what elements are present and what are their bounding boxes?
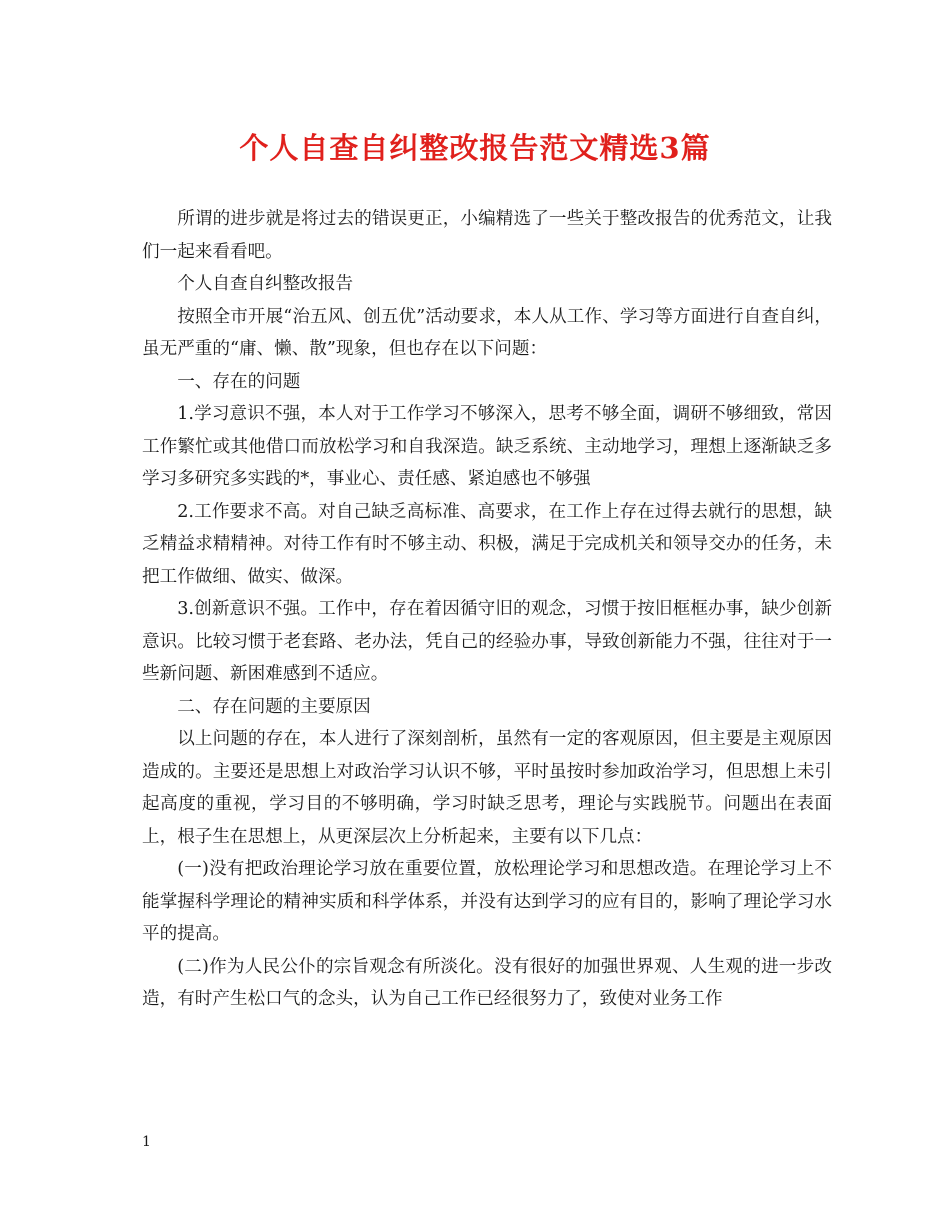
paragraph: (一)没有把政治理论学习放在重要位置，放松理论学习和思想改造。在理论学习上不能掌握科学理论的精神实质和科学体系，并没有达到学习的应有目的，影响了理论学习水平的提高。 (142, 859, 832, 944)
paragraph: 1.学习意识不强，本人对于工作学习不够深入，思考不够全面，调研不够细致，常因工作繁忙或其他借口而放松学习和自我深造。缺乏系统、主动地学习，理想上逐渐缺乏多学习多研究多实践的*，事业心、责任感、紧迫感也不够强 (142, 404, 832, 489)
document-body (142, 203, 832, 1016)
paragraph: 以上问题的存在，本人进行了深刻剖析，虽然有一定的客观原因，但主要是主观原因造成的。主要还是思想上对政治学习认识不够，平时虽按时参加政治学习，但思想上未引起高度的重视，学习目的不够明确，学习时缺乏思考，理论与实践脱节。问题出在表面上，根子生在思想上，从更深层次上分析起来，主要有以下几点： (142, 729, 832, 847)
document-title: 个人自查自纠整改报告范文精选3篇 (239, 131, 711, 165)
section-heading: 一、存在的问题 (177, 371, 301, 392)
paragraph-intro: 所谓的进步就是将过去的错误更正，小编精选了一些关于整改报告的优秀范文，让我们一起来看看吧。 (142, 209, 832, 262)
paragraph: 2.工作要求不高。对自己缺乏高标准、高要求，在工作上存在过得去就行的思想，缺乏精益求精精神。对待工作有时不够主动、积极，满足于完成机关和领导交办的任务，未把工作做细、做实、做深。 (142, 501, 832, 587)
page-number: 1 (142, 1134, 151, 1150)
paragraph: 按照全市开展“治五风、创五优”活动要求，本人从工作、学习等方面进行自查自纠，虽无严重的“庸、懒、散”现象，但也存在以下问题： (142, 306, 832, 359)
paragraph: 3.创新意识不强。工作中，存在着因循守旧的观念，习惯于按旧框框办事，缺少创新意识。比较习惯于老套路、老办法，凭自己的经验办事，导致创新能力不强，往往对于一些新问题、新困难感到不适应。 (142, 599, 832, 684)
section-heading: 二、存在问题的主要原因 (177, 696, 371, 717)
paragraph: (二)作为人民公仆的宗旨观念有所淡化。没有很好的加强世界观、人生观的进一步改造，有时产生松口气的念头，认为自己工作已经很努力了，致使对业务工作 (142, 956, 832, 1009)
paragraph-subtitle: 个人自查自纠整改报告 (177, 274, 354, 294)
